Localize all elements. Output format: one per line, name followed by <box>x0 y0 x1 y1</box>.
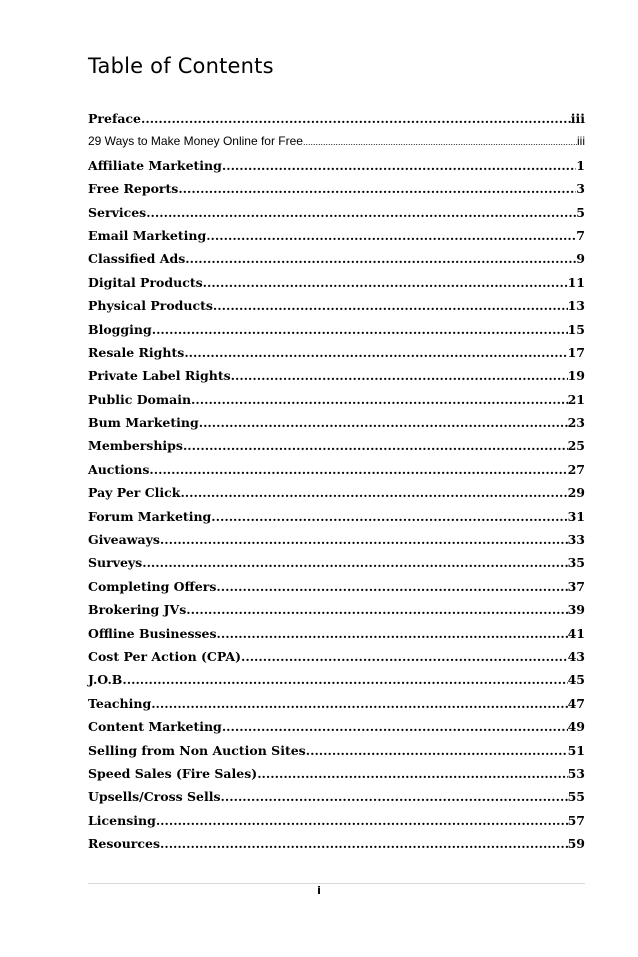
toc-entry-label: Selling from Non Auction Sites <box>88 742 306 758</box>
toc-entry[interactable] <box>88 224 585 247</box>
toc-entry-label: Forum Marketing <box>88 508 212 524</box>
toc-page-number: 9 <box>576 251 585 267</box>
toc-entry-label: J.O.B. <box>88 672 127 688</box>
table-of-contents <box>88 107 585 856</box>
dot-leader <box>231 364 568 387</box>
toc-entry[interactable] <box>88 832 585 855</box>
dot-leader <box>146 201 576 224</box>
dot-leader <box>303 130 577 154</box>
toc-page-number: 27 <box>567 461 585 477</box>
toc-entry[interactable] <box>88 434 585 457</box>
dot-leader <box>217 622 568 645</box>
toc-entry-label: Preface <box>88 111 141 126</box>
dot-leader <box>127 668 568 691</box>
toc-page-number: 47 <box>567 695 585 711</box>
toc-entry[interactable] <box>88 271 585 294</box>
toc-page-number: 51 <box>567 742 585 758</box>
toc-page-number: 17 <box>567 344 585 360</box>
toc-page-number: 19 <box>567 368 585 384</box>
toc-page-number: 29 <box>567 485 585 501</box>
toc-page-number: 37 <box>567 578 585 594</box>
toc-entry[interactable] <box>88 458 585 481</box>
dot-leader <box>257 762 567 785</box>
toc-page-number: iii <box>570 111 585 126</box>
toc-entry-label: Services <box>88 204 147 220</box>
toc-entry[interactable] <box>88 809 585 832</box>
toc-entry[interactable] <box>88 575 585 598</box>
toc-entry-label: Bum Marketing <box>88 415 199 431</box>
dot-leader <box>222 715 568 738</box>
toc-entry[interactable] <box>88 622 585 645</box>
toc-entry-label: Offline Businesses <box>88 625 217 641</box>
toc-entry[interactable] <box>88 318 585 341</box>
toc-page-number: 13 <box>567 298 585 314</box>
page-number: i <box>317 884 321 897</box>
toc-page-number: 1 <box>576 157 585 173</box>
dot-leader <box>184 341 567 364</box>
toc-entry[interactable] <box>88 668 585 691</box>
toc-entry[interactable] <box>88 364 585 387</box>
toc-entry[interactable] <box>88 762 585 785</box>
toc-entry[interactable] <box>88 201 585 224</box>
toc-entry-label: 29 Ways to Make Money Online for Free <box>88 134 303 149</box>
toc-page-number: 59 <box>567 836 585 852</box>
toc-entry[interactable] <box>88 645 585 668</box>
toc-page-number: 21 <box>567 391 585 407</box>
dot-leader <box>141 107 571 130</box>
toc-entry-label: Content Marketing <box>88 719 222 735</box>
toc-entry[interactable] <box>88 505 585 528</box>
dot-leader <box>156 809 568 832</box>
toc-page-number: 3 <box>576 181 585 197</box>
dot-leader <box>306 739 568 762</box>
dot-leader <box>199 411 568 434</box>
page-title: Table of Contents <box>88 54 274 78</box>
toc-entry-label: Completing Offers <box>88 578 217 594</box>
dot-leader <box>213 294 568 317</box>
toc-entry[interactable] <box>88 481 585 504</box>
toc-entry-label: Public Domain <box>88 391 192 407</box>
toc-page-number: 45 <box>567 672 585 688</box>
dot-leader <box>183 434 568 457</box>
toc-entry-label: Blogging <box>88 321 152 337</box>
toc-page-number: 43 <box>567 648 585 664</box>
toc-page-number: 5 <box>576 204 585 220</box>
toc-entry[interactable] <box>88 154 585 177</box>
toc-page-number: 7 <box>576 227 585 243</box>
dot-leader <box>216 575 567 598</box>
toc-page-number: 55 <box>567 789 585 805</box>
toc-page-number: 39 <box>567 602 585 618</box>
toc-entry-label: Email Marketing <box>88 227 207 243</box>
toc-entry[interactable] <box>88 411 585 434</box>
toc-entry-label: Brokering JVs <box>88 602 187 618</box>
toc-entry-label: Upsells/Cross Sells <box>88 789 221 805</box>
toc-entry-label: Affiliate Marketing <box>88 157 222 173</box>
dot-leader <box>185 247 576 270</box>
dot-leader <box>142 551 567 574</box>
toc-entry[interactable] <box>88 598 585 621</box>
toc-page-number: iii <box>577 134 585 149</box>
dot-leader <box>221 785 568 808</box>
toc-entry[interactable] <box>88 247 585 270</box>
toc-entry-label: Classified Ads <box>88 251 186 267</box>
dot-leader <box>206 224 576 247</box>
toc-entry-label: Cost Per Action (CPA) <box>88 648 241 664</box>
toc-entry-label: Memberships <box>88 438 183 454</box>
toc-entry-label: Physical Products <box>88 298 213 314</box>
dot-leader <box>152 318 568 341</box>
toc-entry[interactable] <box>88 130 585 153</box>
toc-page-number: 25 <box>567 438 585 454</box>
toc-page-number: 41 <box>567 625 585 641</box>
dot-leader <box>241 645 568 668</box>
toc-page-number: 31 <box>567 508 585 524</box>
toc-entry-label: Free Reports <box>88 181 179 197</box>
toc-page-number: 15 <box>567 321 585 337</box>
toc-page-number: 57 <box>567 812 585 828</box>
toc-entry-label: Auctions <box>88 461 150 477</box>
toc-entry[interactable] <box>88 785 585 808</box>
toc-entry-label: Surveys <box>88 555 143 571</box>
dot-leader <box>211 505 567 528</box>
toc-entry-label: Resources <box>88 836 160 852</box>
toc-entry[interactable] <box>88 294 585 317</box>
toc-entry-label: Licensing <box>88 812 156 828</box>
toc-entry[interactable] <box>88 388 585 411</box>
toc-page-number: 33 <box>567 532 585 548</box>
toc-page-number: 35 <box>567 555 585 571</box>
toc-entry-label: Speed Sales (Fire Sales) <box>88 765 258 781</box>
toc-page-number: 11 <box>567 274 585 290</box>
toc-entry-label: Giveaways <box>88 532 160 548</box>
toc-entry-label: Pay Per Click <box>88 485 181 501</box>
toc-page-number: 49 <box>567 719 585 735</box>
dot-leader <box>222 154 576 177</box>
dot-leader <box>186 598 567 621</box>
dot-leader <box>191 388 568 411</box>
toc-entry[interactable] <box>88 692 585 715</box>
toc-entry-label: Teaching <box>88 695 152 711</box>
dot-leader <box>203 271 568 294</box>
toc-entry[interactable] <box>88 551 585 574</box>
toc-page-number: 53 <box>567 765 585 781</box>
toc-entry-label: Digital Products <box>88 274 203 290</box>
dot-leader <box>178 177 576 200</box>
toc-entry[interactable] <box>88 739 585 762</box>
toc-entry-label: Private Label Rights <box>88 368 231 384</box>
dot-leader <box>149 458 567 481</box>
dot-leader <box>151 692 567 715</box>
dot-leader <box>160 832 568 855</box>
toc-entry[interactable] <box>88 107 585 130</box>
dot-leader <box>180 481 567 504</box>
toc-entry-label: Resale Rights <box>88 344 185 360</box>
dot-leader <box>160 528 568 551</box>
toc-page-number: 23 <box>567 415 585 431</box>
toc-entry[interactable] <box>88 341 585 364</box>
toc-entry[interactable] <box>88 715 585 738</box>
toc-entry[interactable] <box>88 528 585 551</box>
toc-entry[interactable] <box>88 177 585 200</box>
